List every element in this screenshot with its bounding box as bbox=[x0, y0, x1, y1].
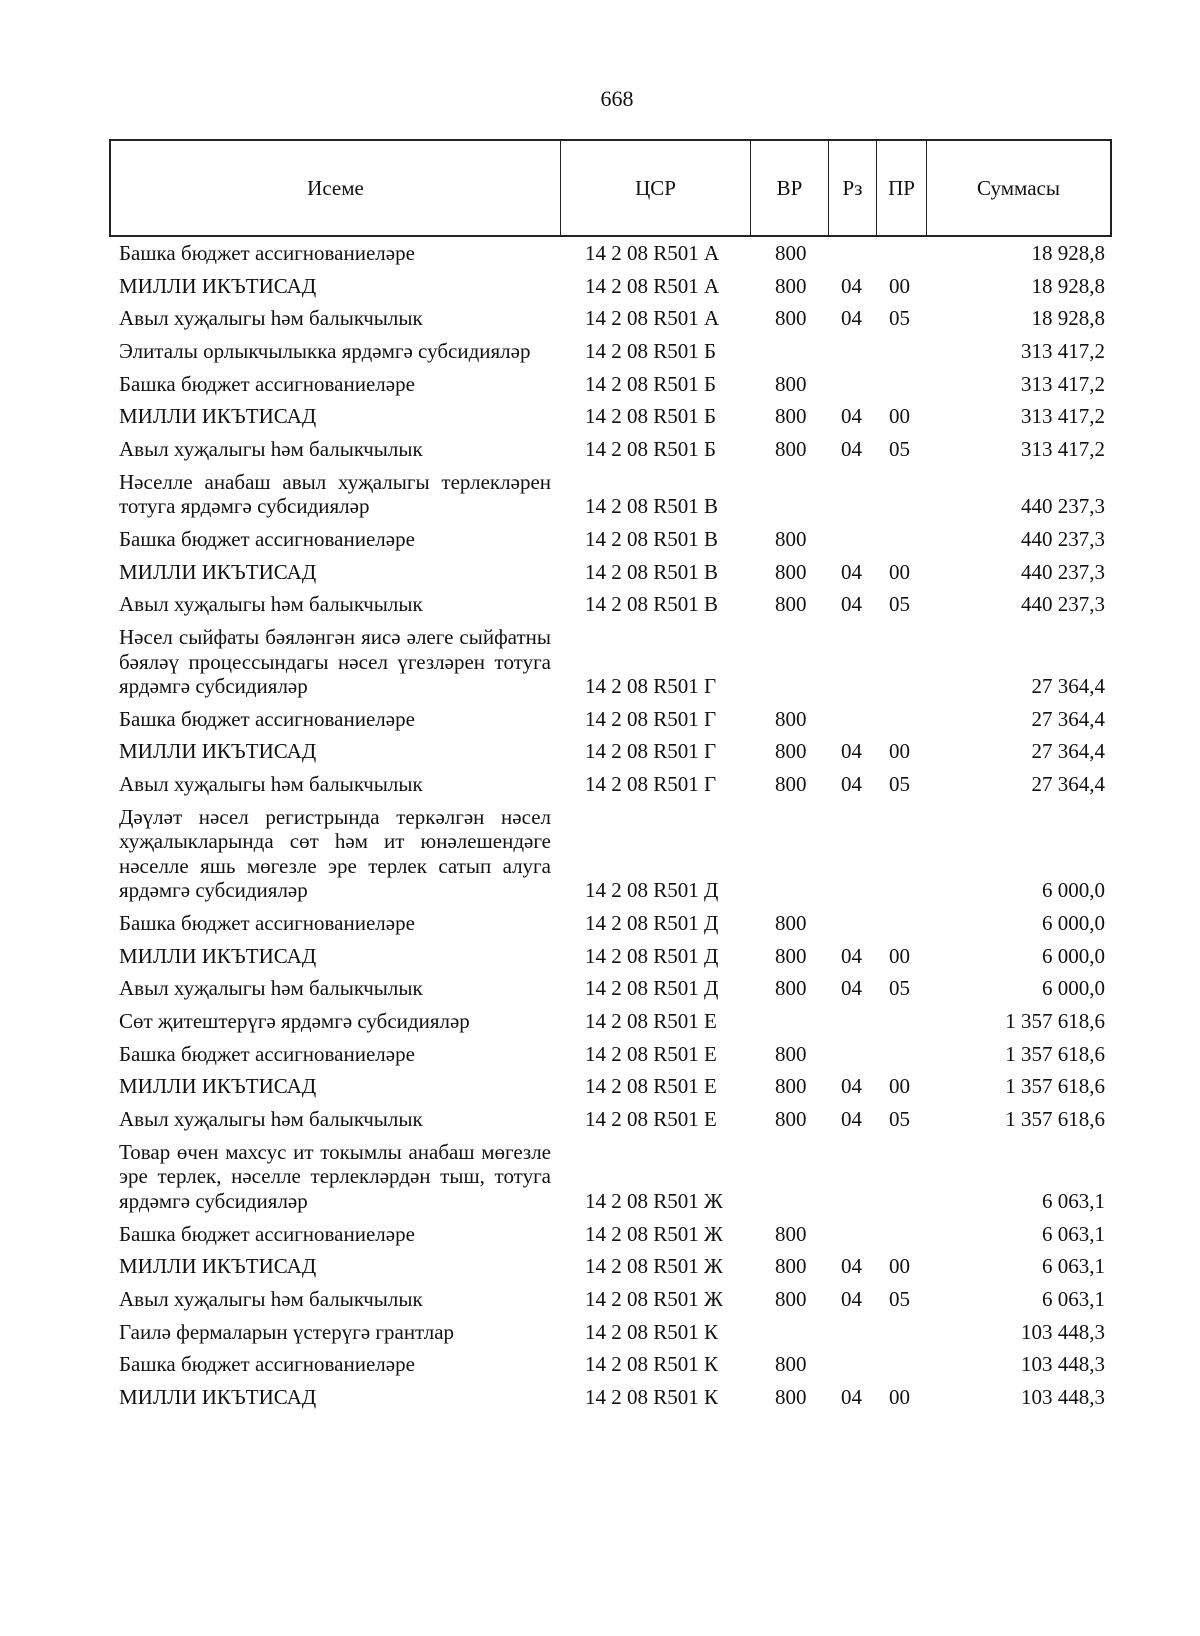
cell-name: Башка бюджет ассигнованиеләре bbox=[119, 1221, 415, 1246]
cell-pr: 05 bbox=[889, 976, 910, 1001]
cell-csr: 14 2 08 R501 Б bbox=[585, 404, 717, 429]
cell-sum: 18 928,8 bbox=[1031, 273, 1105, 298]
cell-csr: 14 2 08 R501 Е bbox=[585, 1009, 717, 1034]
cell-pr: 05 bbox=[889, 772, 910, 797]
table-row bbox=[0, 335, 1200, 368]
cell-rz: 04 bbox=[841, 739, 862, 764]
cell-csr: 14 2 08 R501 Д bbox=[585, 943, 719, 968]
table-row bbox=[0, 1103, 1200, 1136]
cell-sum: 1 357 618,6 bbox=[1005, 1107, 1105, 1132]
cell-name: Элиталы орлыкчылыкка ярдәмгә субсидияләр bbox=[119, 339, 531, 364]
cell-csr: 14 2 08 R501 В bbox=[585, 592, 719, 617]
cell-csr: 14 2 08 R501 К bbox=[585, 1319, 719, 1344]
cell-csr: 14 2 08 R501 В bbox=[585, 494, 719, 519]
cell-sum: 440 237,3 bbox=[1021, 559, 1105, 584]
cell-vr: 800 bbox=[775, 241, 807, 265]
cell-rz: 04 bbox=[841, 1074, 862, 1099]
cell-csr: 14 2 08 R501 Д bbox=[585, 976, 719, 1001]
cell-name: Авыл хуҗалыгы һәм балыкчылык bbox=[119, 437, 423, 462]
table-row bbox=[0, 1136, 1200, 1218]
cell-csr: 14 2 08 R501 В bbox=[585, 527, 719, 551]
cell-csr: 14 2 08 R501 Г bbox=[585, 772, 717, 797]
table-row bbox=[0, 801, 1200, 907]
cell-vr: 800 bbox=[775, 404, 807, 429]
cell-name: Башка бюджет ассигнованиеләре bbox=[119, 371, 415, 396]
cell-sum: 440 237,3 bbox=[1021, 494, 1105, 519]
table-body bbox=[0, 237, 1200, 1414]
table-row bbox=[0, 1218, 1200, 1251]
cell-name: МИЛЛИ ИКЪТИСАД bbox=[119, 559, 317, 584]
table-row bbox=[0, 1070, 1200, 1103]
cell-sum: 440 237,3 bbox=[1021, 592, 1105, 617]
cell-rz: 04 bbox=[841, 273, 862, 298]
table-row bbox=[0, 523, 1200, 556]
cell-sum: 1 357 618,6 bbox=[1005, 1074, 1105, 1099]
cell-pr: 05 bbox=[889, 306, 910, 331]
cell-name: МИЛЛИ ИКЪТИСАД bbox=[119, 273, 317, 298]
cell-sum: 18 928,8 bbox=[1031, 306, 1105, 331]
table-row bbox=[0, 1250, 1200, 1283]
table-row bbox=[0, 368, 1200, 401]
cell-sum: 1 357 618,6 bbox=[1005, 1041, 1105, 1066]
cell-vr: 800 bbox=[775, 527, 807, 551]
cell-name: МИЛЛИ ИКЪТИСАД bbox=[119, 1254, 317, 1279]
cell-sum: 313 417,2 bbox=[1021, 404, 1105, 429]
cell-name: Башка бюджет ассигнованиеләре bbox=[119, 527, 415, 551]
cell-sum: 6 063,1 bbox=[1042, 1188, 1105, 1213]
cell-name: МИЛЛИ ИКЪТИСАД bbox=[119, 1384, 317, 1409]
cell-vr: 800 bbox=[775, 1384, 807, 1409]
cell-name: Нәселле анабаш авыл хуҗалыгы терлекләрен тотуга ярдәмгә субсидияләр bbox=[119, 469, 551, 519]
cell-sum: 27 364,4 bbox=[1031, 772, 1105, 797]
cell-name: МИЛЛИ ИКЪТИСАД bbox=[119, 739, 317, 764]
cell-name: Авыл хуҗалыгы һәм балыкчылык bbox=[119, 592, 423, 617]
cell-csr: 14 2 08 R501 К bbox=[585, 1352, 719, 1377]
cell-csr: 14 2 08 R501 Б bbox=[585, 339, 717, 364]
column-header-sum: Суммасы bbox=[977, 175, 1060, 200]
cell-vr: 800 bbox=[775, 1254, 807, 1279]
cell-name: МИЛЛИ ИКЪТИСАД bbox=[119, 404, 317, 429]
cell-vr: 800 bbox=[775, 1074, 807, 1099]
cell-csr: 14 2 08 R501 Б bbox=[585, 437, 717, 462]
cell-sum: 6 000,0 bbox=[1042, 911, 1105, 935]
cell-rz: 04 bbox=[841, 404, 862, 429]
cell-pr: 00 bbox=[889, 404, 910, 429]
cell-name: Башка бюджет ассигнованиеләре bbox=[119, 1041, 415, 1066]
table-row bbox=[0, 270, 1200, 303]
cell-pr: 05 bbox=[889, 437, 910, 462]
column-header-name: Исеме bbox=[111, 141, 561, 235]
table-row bbox=[0, 1381, 1200, 1414]
cell-name: Башка бюджет ассигнованиеләре bbox=[119, 706, 415, 731]
column-header-pr: ПР bbox=[877, 141, 927, 235]
column-header-rz: Рз bbox=[829, 141, 877, 235]
table-row bbox=[0, 1316, 1200, 1349]
table-row bbox=[0, 907, 1200, 940]
cell-csr: 14 2 08 R501 Ж bbox=[585, 1188, 723, 1213]
cell-csr: 14 2 08 R501 Ж bbox=[585, 1254, 723, 1279]
table-row bbox=[0, 940, 1200, 973]
cell-csr: 14 2 08 R501 К bbox=[585, 1384, 719, 1409]
table-row bbox=[0, 400, 1200, 433]
table-row bbox=[0, 768, 1200, 801]
cell-vr: 800 bbox=[775, 1041, 807, 1066]
cell-sum: 6 000,0 bbox=[1042, 976, 1105, 1001]
cell-sum: 103 448,3 bbox=[1021, 1384, 1105, 1409]
cell-rz: 04 bbox=[841, 1254, 862, 1279]
cell-pr: 00 bbox=[889, 1384, 910, 1409]
cell-name: Авыл хуҗалыгы һәм балыкчылык bbox=[119, 1107, 423, 1132]
cell-csr: 14 2 08 R501 Г bbox=[585, 706, 717, 731]
table-row bbox=[0, 735, 1200, 768]
cell-csr: 14 2 08 R501 Ж bbox=[585, 1221, 723, 1246]
cell-sum: 103 448,3 bbox=[1021, 1319, 1105, 1344]
cell-csr: 14 2 08 R501 А bbox=[585, 306, 720, 331]
cell-sum: 27 364,4 bbox=[1031, 674, 1105, 699]
cell-vr: 800 bbox=[775, 976, 807, 1001]
cell-csr: 14 2 08 R501 Е bbox=[585, 1074, 717, 1099]
cell-rz: 04 bbox=[841, 437, 862, 462]
cell-rz: 04 bbox=[841, 306, 862, 331]
table-header bbox=[109, 139, 1112, 237]
table-row bbox=[0, 237, 1200, 270]
cell-sum: 440 237,3 bbox=[1021, 527, 1105, 551]
cell-pr: 00 bbox=[889, 1074, 910, 1099]
cell-name: Товар өчен махсус ит токымлы анабаш мөгезле эре терлек, нәселле терлекләрдән тыш, тотуга ярдәмгә субсидияләр bbox=[119, 1139, 551, 1213]
cell-pr: 05 bbox=[889, 592, 910, 617]
cell-name: Авыл хуҗалыгы һәм балыкчылык bbox=[119, 306, 423, 331]
cell-name: Авыл хуҗалыгы һәм балыкчылык bbox=[119, 976, 423, 1001]
cell-sum: 6 063,1 bbox=[1042, 1254, 1105, 1279]
cell-sum: 27 364,4 bbox=[1031, 739, 1105, 764]
cell-sum: 6 000,0 bbox=[1042, 943, 1105, 968]
cell-vr: 800 bbox=[775, 739, 807, 764]
cell-name: Башка бюджет ассигнованиеләре bbox=[119, 1352, 415, 1377]
cell-sum: 18 928,8 bbox=[1031, 241, 1105, 265]
cell-csr: 14 2 08 R501 Е bbox=[585, 1107, 717, 1132]
column-header-vr: ВР bbox=[751, 141, 829, 235]
cell-vr: 800 bbox=[775, 772, 807, 797]
cell-name: Нәсел сыйфаты бәяләнгән яисә әлеге сыйфатны бәяләү процессындагы нәсел үгезләрен тотуга ярдәмгә субсидияләр bbox=[119, 625, 551, 699]
table-row bbox=[0, 703, 1200, 736]
table-row bbox=[0, 1038, 1200, 1071]
cell-sum: 313 417,2 bbox=[1021, 437, 1105, 462]
table-row bbox=[0, 1283, 1200, 1316]
cell-name: Авыл хуҗалыгы һәм балыкчылык bbox=[119, 772, 423, 797]
cell-csr: 14 2 08 R501 А bbox=[585, 241, 720, 265]
cell-vr: 800 bbox=[775, 706, 807, 731]
cell-sum: 6 000,0 bbox=[1042, 878, 1105, 903]
cell-vr: 800 bbox=[775, 273, 807, 298]
cell-rz: 04 bbox=[841, 1286, 862, 1311]
cell-rz: 04 bbox=[841, 976, 862, 1001]
cell-vr: 800 bbox=[775, 437, 807, 462]
cell-vr: 800 bbox=[775, 592, 807, 617]
cell-csr: 14 2 08 R501 Д bbox=[585, 878, 719, 903]
cell-name: МИЛЛИ ИКЪТИСАД bbox=[119, 1074, 317, 1099]
cell-name: Сөт җитештерүгә ярдәмгә субсидияләр bbox=[119, 1009, 470, 1034]
table-row bbox=[0, 302, 1200, 335]
cell-csr: 14 2 08 R501 Е bbox=[585, 1041, 717, 1066]
cell-pr: 00 bbox=[889, 1254, 910, 1279]
cell-pr: 00 bbox=[889, 273, 910, 298]
table-row bbox=[0, 1348, 1200, 1381]
cell-vr: 800 bbox=[775, 1286, 807, 1311]
cell-vr: 800 bbox=[775, 306, 807, 331]
cell-sum: 1 357 618,6 bbox=[1005, 1009, 1105, 1034]
cell-vr: 800 bbox=[775, 911, 807, 935]
cell-rz: 04 bbox=[841, 772, 862, 797]
cell-sum: 313 417,2 bbox=[1021, 371, 1105, 396]
cell-pr: 00 bbox=[889, 739, 910, 764]
column-header-csr: ЦСР bbox=[561, 141, 751, 235]
cell-pr: 05 bbox=[889, 1107, 910, 1132]
cell-csr: 14 2 08 R501 Д bbox=[585, 911, 719, 935]
cell-csr: 14 2 08 R501 В bbox=[585, 559, 719, 584]
table-row bbox=[0, 588, 1200, 621]
cell-rz: 04 bbox=[841, 1107, 862, 1132]
table-row bbox=[0, 556, 1200, 589]
cell-name: Башка бюджет ассигнованиеләре bbox=[119, 911, 415, 935]
cell-sum: 27 364,4 bbox=[1031, 706, 1105, 731]
cell-vr: 800 bbox=[775, 559, 807, 584]
page-number: 668 bbox=[600, 86, 634, 111]
cell-rz: 04 bbox=[841, 1384, 862, 1409]
cell-sum: 6 063,1 bbox=[1042, 1221, 1105, 1246]
table-row bbox=[0, 466, 1200, 523]
table-row bbox=[0, 433, 1200, 466]
cell-name: Дәүләт нәсел регистрында теркәлгән нәсел хуҗалыкларында сөт һәм ит юнәлешендәге нәселле яшь мөгезле эре терлек сатып алуга ярдәмгә субсидияләр bbox=[119, 804, 551, 903]
cell-vr: 800 bbox=[775, 1221, 807, 1246]
cell-pr: 00 bbox=[889, 943, 910, 968]
cell-csr: 14 2 08 R501 Ж bbox=[585, 1286, 723, 1311]
cell-name: Авыл хуҗалыгы һәм балыкчылык bbox=[119, 1286, 423, 1311]
cell-sum: 103 448,3 bbox=[1021, 1352, 1105, 1377]
cell-sum: 6 063,1 bbox=[1042, 1286, 1105, 1311]
cell-name: Гаилә фермаларын үстерүгә грантлар bbox=[119, 1319, 455, 1344]
cell-vr: 800 bbox=[775, 943, 807, 968]
cell-sum: 313 417,2 bbox=[1021, 339, 1105, 364]
cell-rz: 04 bbox=[841, 592, 862, 617]
cell-name: МИЛЛИ ИКЪТИСАД bbox=[119, 943, 317, 968]
cell-csr: 14 2 08 R501 Б bbox=[585, 371, 717, 396]
table-row bbox=[0, 621, 1200, 703]
cell-csr: 14 2 08 R501 Г bbox=[585, 674, 717, 699]
cell-csr: 14 2 08 R501 Г bbox=[585, 739, 717, 764]
table-row bbox=[0, 972, 1200, 1005]
cell-rz: 04 bbox=[841, 943, 862, 968]
cell-rz: 04 bbox=[841, 559, 862, 584]
cell-csr: 14 2 08 R501 А bbox=[585, 273, 720, 298]
table-row bbox=[0, 1005, 1200, 1038]
cell-vr: 800 bbox=[775, 371, 807, 396]
cell-name: Башка бюджет ассигнованиеләре bbox=[119, 241, 415, 265]
cell-pr: 05 bbox=[889, 1286, 910, 1311]
cell-pr: 00 bbox=[889, 559, 910, 584]
cell-vr: 800 bbox=[775, 1352, 807, 1377]
cell-vr: 800 bbox=[775, 1107, 807, 1132]
